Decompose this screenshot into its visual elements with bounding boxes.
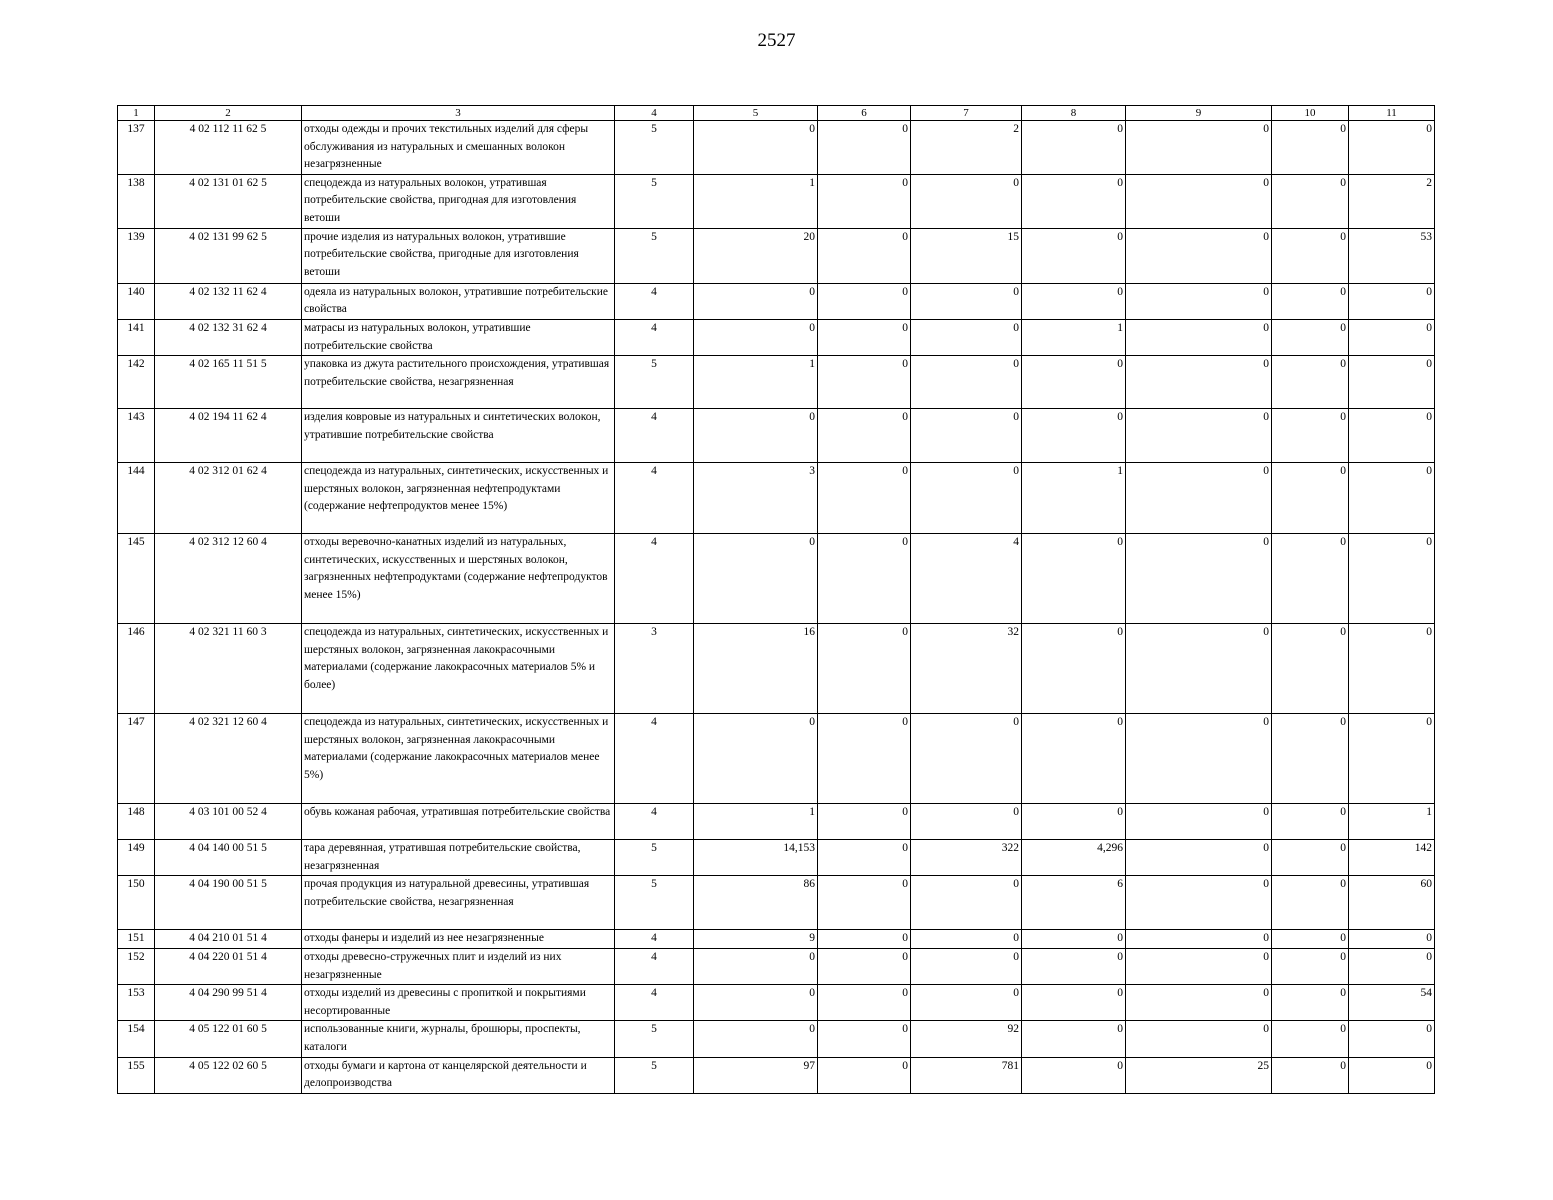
value-col-11: 0 [1349, 1021, 1435, 1057]
table-row [118, 804, 1435, 840]
table-row [118, 283, 1435, 319]
page-number: 2527 [757, 30, 796, 51]
column-header-11: 11 [1349, 106, 1435, 121]
value-col-9: 0 [1126, 409, 1272, 463]
hazard-class: 5 [615, 1021, 694, 1057]
value-col-9: 0 [1126, 948, 1272, 984]
value-col-8: 0 [1022, 985, 1126, 1021]
value-col-10: 0 [1272, 409, 1349, 463]
value-col-5: 0 [694, 121, 818, 175]
value-col-10: 0 [1272, 948, 1349, 984]
value-col-6: 0 [818, 356, 911, 409]
row-number: 147 [118, 714, 155, 804]
hazard-class: 4 [615, 714, 694, 804]
row-number: 139 [118, 228, 155, 283]
hazard-class: 4 [615, 930, 694, 949]
value-col-10: 0 [1272, 356, 1349, 409]
value-col-6: 0 [818, 463, 911, 534]
value-col-7: 15 [911, 228, 1022, 283]
value-col-11: 0 [1349, 319, 1435, 355]
value-col-5: 86 [694, 876, 818, 930]
table-row [118, 624, 1435, 714]
value-col-6: 0 [818, 948, 911, 984]
value-col-10: 0 [1272, 319, 1349, 355]
waste-name: отходы изделий из древесины с пропиткой и покрытиями несортированные [302, 985, 615, 1021]
hazard-class: 4 [615, 948, 694, 984]
value-col-7: 4 [911, 534, 1022, 624]
row-number: 152 [118, 948, 155, 984]
value-col-6: 0 [818, 624, 911, 714]
waste-name: тара деревянная, утратившая потребительские свойства, незагрязненная [302, 840, 615, 876]
hazard-class: 4 [615, 804, 694, 840]
waste-name: отходы фанеры и изделий из нее незагрязненные [302, 930, 615, 949]
table-row [118, 228, 1435, 283]
value-col-9: 0 [1126, 840, 1272, 876]
row-number: 146 [118, 624, 155, 714]
waste-name: упаковка из джута растительного происхождения, утратившая потребительские свойства, незагрязненная [302, 356, 615, 409]
value-col-7: 781 [911, 1057, 1022, 1093]
value-col-5: 16 [694, 624, 818, 714]
value-col-9: 0 [1126, 356, 1272, 409]
value-col-8: 0 [1022, 930, 1126, 949]
value-col-8: 0 [1022, 804, 1126, 840]
table-row [118, 985, 1435, 1021]
table-row [118, 876, 1435, 930]
value-col-7: 0 [911, 714, 1022, 804]
waste-code: 4 04 220 01 51 4 [155, 948, 302, 984]
hazard-class: 5 [615, 121, 694, 175]
value-col-10: 0 [1272, 804, 1349, 840]
value-col-6: 0 [818, 409, 911, 463]
table-row [118, 948, 1435, 984]
hazard-class: 5 [615, 1057, 694, 1093]
value-col-9: 0 [1126, 319, 1272, 355]
value-col-5: 0 [694, 409, 818, 463]
table-row [118, 534, 1435, 624]
row-number: 142 [118, 356, 155, 409]
value-col-10: 0 [1272, 121, 1349, 175]
value-col-5: 0 [694, 714, 818, 804]
value-col-8: 0 [1022, 409, 1126, 463]
header-row [118, 106, 1435, 121]
value-col-8: 0 [1022, 1021, 1126, 1057]
waste-code: 4 02 312 12 60 4 [155, 534, 302, 624]
table-row [118, 409, 1435, 463]
value-col-7: 0 [911, 174, 1022, 228]
table-row [118, 121, 1435, 175]
value-col-6: 0 [818, 319, 911, 355]
column-header-4: 4 [615, 106, 694, 121]
value-col-11: 60 [1349, 876, 1435, 930]
value-col-10: 0 [1272, 840, 1349, 876]
hazard-class: 4 [615, 283, 694, 319]
value-col-8: 0 [1022, 228, 1126, 283]
value-col-11: 0 [1349, 356, 1435, 409]
value-col-9: 0 [1126, 930, 1272, 949]
table-row [118, 930, 1435, 949]
value-col-9: 0 [1126, 876, 1272, 930]
waste-code: 4 02 132 31 62 4 [155, 319, 302, 355]
value-col-6: 0 [818, 228, 911, 283]
value-col-7: 0 [911, 356, 1022, 409]
column-header-7: 7 [911, 106, 1022, 121]
value-col-11: 54 [1349, 985, 1435, 1021]
column-header-6: 6 [818, 106, 911, 121]
waste-code: 4 02 131 01 62 5 [155, 174, 302, 228]
value-col-7: 0 [911, 804, 1022, 840]
value-col-8: 0 [1022, 714, 1126, 804]
value-col-9: 0 [1126, 121, 1272, 175]
row-number: 148 [118, 804, 155, 840]
hazard-class: 4 [615, 319, 694, 355]
value-col-7: 2 [911, 121, 1022, 175]
value-col-9: 0 [1126, 985, 1272, 1021]
table-row [118, 840, 1435, 876]
value-col-10: 0 [1272, 228, 1349, 283]
value-col-8: 0 [1022, 1057, 1126, 1093]
table-row [118, 319, 1435, 355]
value-col-6: 0 [818, 804, 911, 840]
value-col-10: 0 [1272, 714, 1349, 804]
value-col-7: 32 [911, 624, 1022, 714]
waste-name: обувь кожаная рабочая, утратившая потребительские свойства [302, 804, 615, 840]
value-col-9: 0 [1126, 1021, 1272, 1057]
hazard-class: 3 [615, 624, 694, 714]
hazard-class: 5 [615, 228, 694, 283]
column-header-5: 5 [694, 106, 818, 121]
value-col-5: 0 [694, 534, 818, 624]
row-number: 151 [118, 930, 155, 949]
waste-code: 4 04 210 01 51 4 [155, 930, 302, 949]
value-col-5: 0 [694, 985, 818, 1021]
value-col-10: 0 [1272, 534, 1349, 624]
value-col-6: 0 [818, 534, 911, 624]
hazard-class: 4 [615, 409, 694, 463]
waste-name: изделия ковровые из натуральных и синтетических волокон, утратившие потребительские свойства [302, 409, 615, 463]
row-number: 140 [118, 283, 155, 319]
value-col-5: 20 [694, 228, 818, 283]
value-col-9: 0 [1126, 624, 1272, 714]
value-col-10: 0 [1272, 1057, 1349, 1093]
waste-name: одеяла из натуральных волокон, утратившие потребительские свойства [302, 283, 615, 319]
row-number: 138 [118, 174, 155, 228]
waste-code: 4 02 165 11 51 5 [155, 356, 302, 409]
row-number: 144 [118, 463, 155, 534]
value-col-7: 0 [911, 930, 1022, 949]
waste-name: отходы бумаги и картона от канцелярской деятельности и делопроизводства [302, 1057, 615, 1093]
value-col-6: 0 [818, 876, 911, 930]
waste-name: матрасы из натуральных волокон, утратившие потребительские свойства [302, 319, 615, 355]
value-col-8: 6 [1022, 876, 1126, 930]
value-col-11: 0 [1349, 534, 1435, 624]
value-col-6: 0 [818, 930, 911, 949]
waste-code: 4 02 321 11 60 3 [155, 624, 302, 714]
waste-code: 4 05 122 01 60 5 [155, 1021, 302, 1057]
value-col-11: 0 [1349, 463, 1435, 534]
waste-name: спецодежда из натуральных, синтетических, искусственных и шерстяных волокон, загрязненная лакокрасочными материалами (содержание лакокрасочных материалов менее 5%) [302, 714, 615, 804]
waste-table [117, 105, 1435, 1094]
value-col-11: 0 [1349, 624, 1435, 714]
waste-code: 4 02 112 11 62 5 [155, 121, 302, 175]
value-col-10: 0 [1272, 463, 1349, 534]
table-row [118, 1057, 1435, 1093]
value-col-6: 0 [818, 121, 911, 175]
value-col-10: 0 [1272, 1021, 1349, 1057]
value-col-7: 322 [911, 840, 1022, 876]
value-col-5: 14,153 [694, 840, 818, 876]
waste-code: 4 04 190 00 51 5 [155, 876, 302, 930]
value-col-10: 0 [1272, 283, 1349, 319]
row-number: 143 [118, 409, 155, 463]
waste-code: 4 02 132 11 62 4 [155, 283, 302, 319]
row-number: 137 [118, 121, 155, 175]
table-row [118, 356, 1435, 409]
waste-code: 4 02 131 99 62 5 [155, 228, 302, 283]
value-col-11: 142 [1349, 840, 1435, 876]
value-col-10: 0 [1272, 876, 1349, 930]
waste-name: прочая продукция из натуральной древесины, утратившая потребительские свойства, незагрязненная [302, 876, 615, 930]
value-col-9: 0 [1126, 804, 1272, 840]
waste-code: 4 02 321 12 60 4 [155, 714, 302, 804]
waste-name: отходы веревочно-канатных изделий из натуральных, синтетических, искусственных и шерстяных волокон, загрязненных нефтепродуктами (содержание нефтепродуктов менее 15%) [302, 534, 615, 624]
hazard-class: 4 [615, 534, 694, 624]
hazard-class: 4 [615, 463, 694, 534]
waste-code: 4 02 312 01 62 4 [155, 463, 302, 534]
value-col-8: 0 [1022, 356, 1126, 409]
value-col-7: 0 [911, 283, 1022, 319]
value-col-9: 0 [1126, 534, 1272, 624]
value-col-7: 0 [911, 463, 1022, 534]
value-col-11: 0 [1349, 948, 1435, 984]
value-col-9: 0 [1126, 228, 1272, 283]
row-number: 150 [118, 876, 155, 930]
value-col-10: 0 [1272, 624, 1349, 714]
waste-code: 4 04 290 99 51 4 [155, 985, 302, 1021]
value-col-5: 97 [694, 1057, 818, 1093]
value-col-11: 0 [1349, 930, 1435, 949]
column-header-9: 9 [1126, 106, 1272, 121]
value-col-9: 25 [1126, 1057, 1272, 1093]
value-col-5: 1 [694, 356, 818, 409]
waste-name: использованные книги, журналы, брошюры, проспекты, каталоги [302, 1021, 615, 1057]
value-col-8: 1 [1022, 319, 1126, 355]
value-col-6: 0 [818, 840, 911, 876]
column-header-8: 8 [1022, 106, 1126, 121]
waste-name: отходы древесно-стружечных плит и изделий из них незагрязненные [302, 948, 615, 984]
value-col-5: 3 [694, 463, 818, 534]
value-col-7: 0 [911, 985, 1022, 1021]
value-col-5: 9 [694, 930, 818, 949]
table-row [118, 1021, 1435, 1057]
value-col-6: 0 [818, 1057, 911, 1093]
hazard-class: 5 [615, 876, 694, 930]
value-col-8: 0 [1022, 948, 1126, 984]
waste-code: 4 05 122 02 60 5 [155, 1057, 302, 1093]
value-col-7: 0 [911, 409, 1022, 463]
value-col-5: 1 [694, 804, 818, 840]
hazard-class: 5 [615, 174, 694, 228]
value-col-5: 1 [694, 174, 818, 228]
value-col-10: 0 [1272, 985, 1349, 1021]
value-col-11: 0 [1349, 121, 1435, 175]
value-col-5: 0 [694, 948, 818, 984]
row-number: 141 [118, 319, 155, 355]
value-col-6: 0 [818, 283, 911, 319]
value-col-10: 0 [1272, 174, 1349, 228]
value-col-8: 0 [1022, 121, 1126, 175]
waste-code: 4 02 194 11 62 4 [155, 409, 302, 463]
column-header-1: 1 [118, 106, 155, 121]
value-col-8: 0 [1022, 534, 1126, 624]
value-col-5: 0 [694, 319, 818, 355]
column-header-10: 10 [1272, 106, 1349, 121]
value-col-7: 0 [911, 876, 1022, 930]
hazard-class: 5 [615, 840, 694, 876]
value-col-5: 0 [694, 1021, 818, 1057]
value-col-11: 53 [1349, 228, 1435, 283]
value-col-8: 0 [1022, 174, 1126, 228]
value-col-6: 0 [818, 714, 911, 804]
value-col-9: 0 [1126, 463, 1272, 534]
value-col-6: 0 [818, 174, 911, 228]
column-header-2: 2 [155, 106, 302, 121]
value-col-9: 0 [1126, 283, 1272, 319]
row-number: 153 [118, 985, 155, 1021]
value-col-6: 0 [818, 985, 911, 1021]
waste-name: прочие изделия из натуральных волокон, утратившие потребительские свойства, пригодные для изготовления ветоши [302, 228, 615, 283]
table-row [118, 174, 1435, 228]
value-col-6: 0 [818, 1021, 911, 1057]
hazard-class: 4 [615, 985, 694, 1021]
waste-code: 4 04 140 00 51 5 [155, 840, 302, 876]
value-col-11: 1 [1349, 804, 1435, 840]
waste-name: спецодежда из натуральных волокон, утратившая потребительские свойства, пригодная для изготовления ветоши [302, 174, 615, 228]
row-number: 155 [118, 1057, 155, 1093]
value-col-7: 0 [911, 319, 1022, 355]
column-header-3: 3 [302, 106, 615, 121]
waste-name: спецодежда из натуральных, синтетических, искусственных и шерстяных волокон, загрязненная лакокрасочными материалами (содержание лакокрасочных материалов 5% и более) [302, 624, 615, 714]
value-col-5: 0 [694, 283, 818, 319]
table-row [118, 463, 1435, 534]
row-number: 154 [118, 1021, 155, 1057]
hazard-class: 5 [615, 356, 694, 409]
value-col-8: 0 [1022, 283, 1126, 319]
value-col-8: 4,296 [1022, 840, 1126, 876]
waste-name: отходы одежды и прочих текстильных изделий для сферы обслуживания из натуральных и смешанных волокон незагрязненные [302, 121, 615, 175]
value-col-11: 0 [1349, 409, 1435, 463]
value-col-8: 0 [1022, 624, 1126, 714]
value-col-8: 1 [1022, 463, 1126, 534]
value-col-9: 0 [1126, 174, 1272, 228]
row-number: 149 [118, 840, 155, 876]
table-row [118, 714, 1435, 804]
value-col-11: 0 [1349, 714, 1435, 804]
waste-name: спецодежда из натуральных, синтетических, искусственных и шерстяных волокон, загрязненная нефтепродуктами (содержание нефтепродуктов менее 15%) [302, 463, 615, 534]
value-col-11: 2 [1349, 174, 1435, 228]
value-col-11: 0 [1349, 283, 1435, 319]
value-col-7: 0 [911, 948, 1022, 984]
row-number: 145 [118, 534, 155, 624]
value-col-9: 0 [1126, 714, 1272, 804]
value-col-7: 92 [911, 1021, 1022, 1057]
value-col-11: 0 [1349, 1057, 1435, 1093]
value-col-10: 0 [1272, 930, 1349, 949]
waste-code: 4 03 101 00 52 4 [155, 804, 302, 840]
